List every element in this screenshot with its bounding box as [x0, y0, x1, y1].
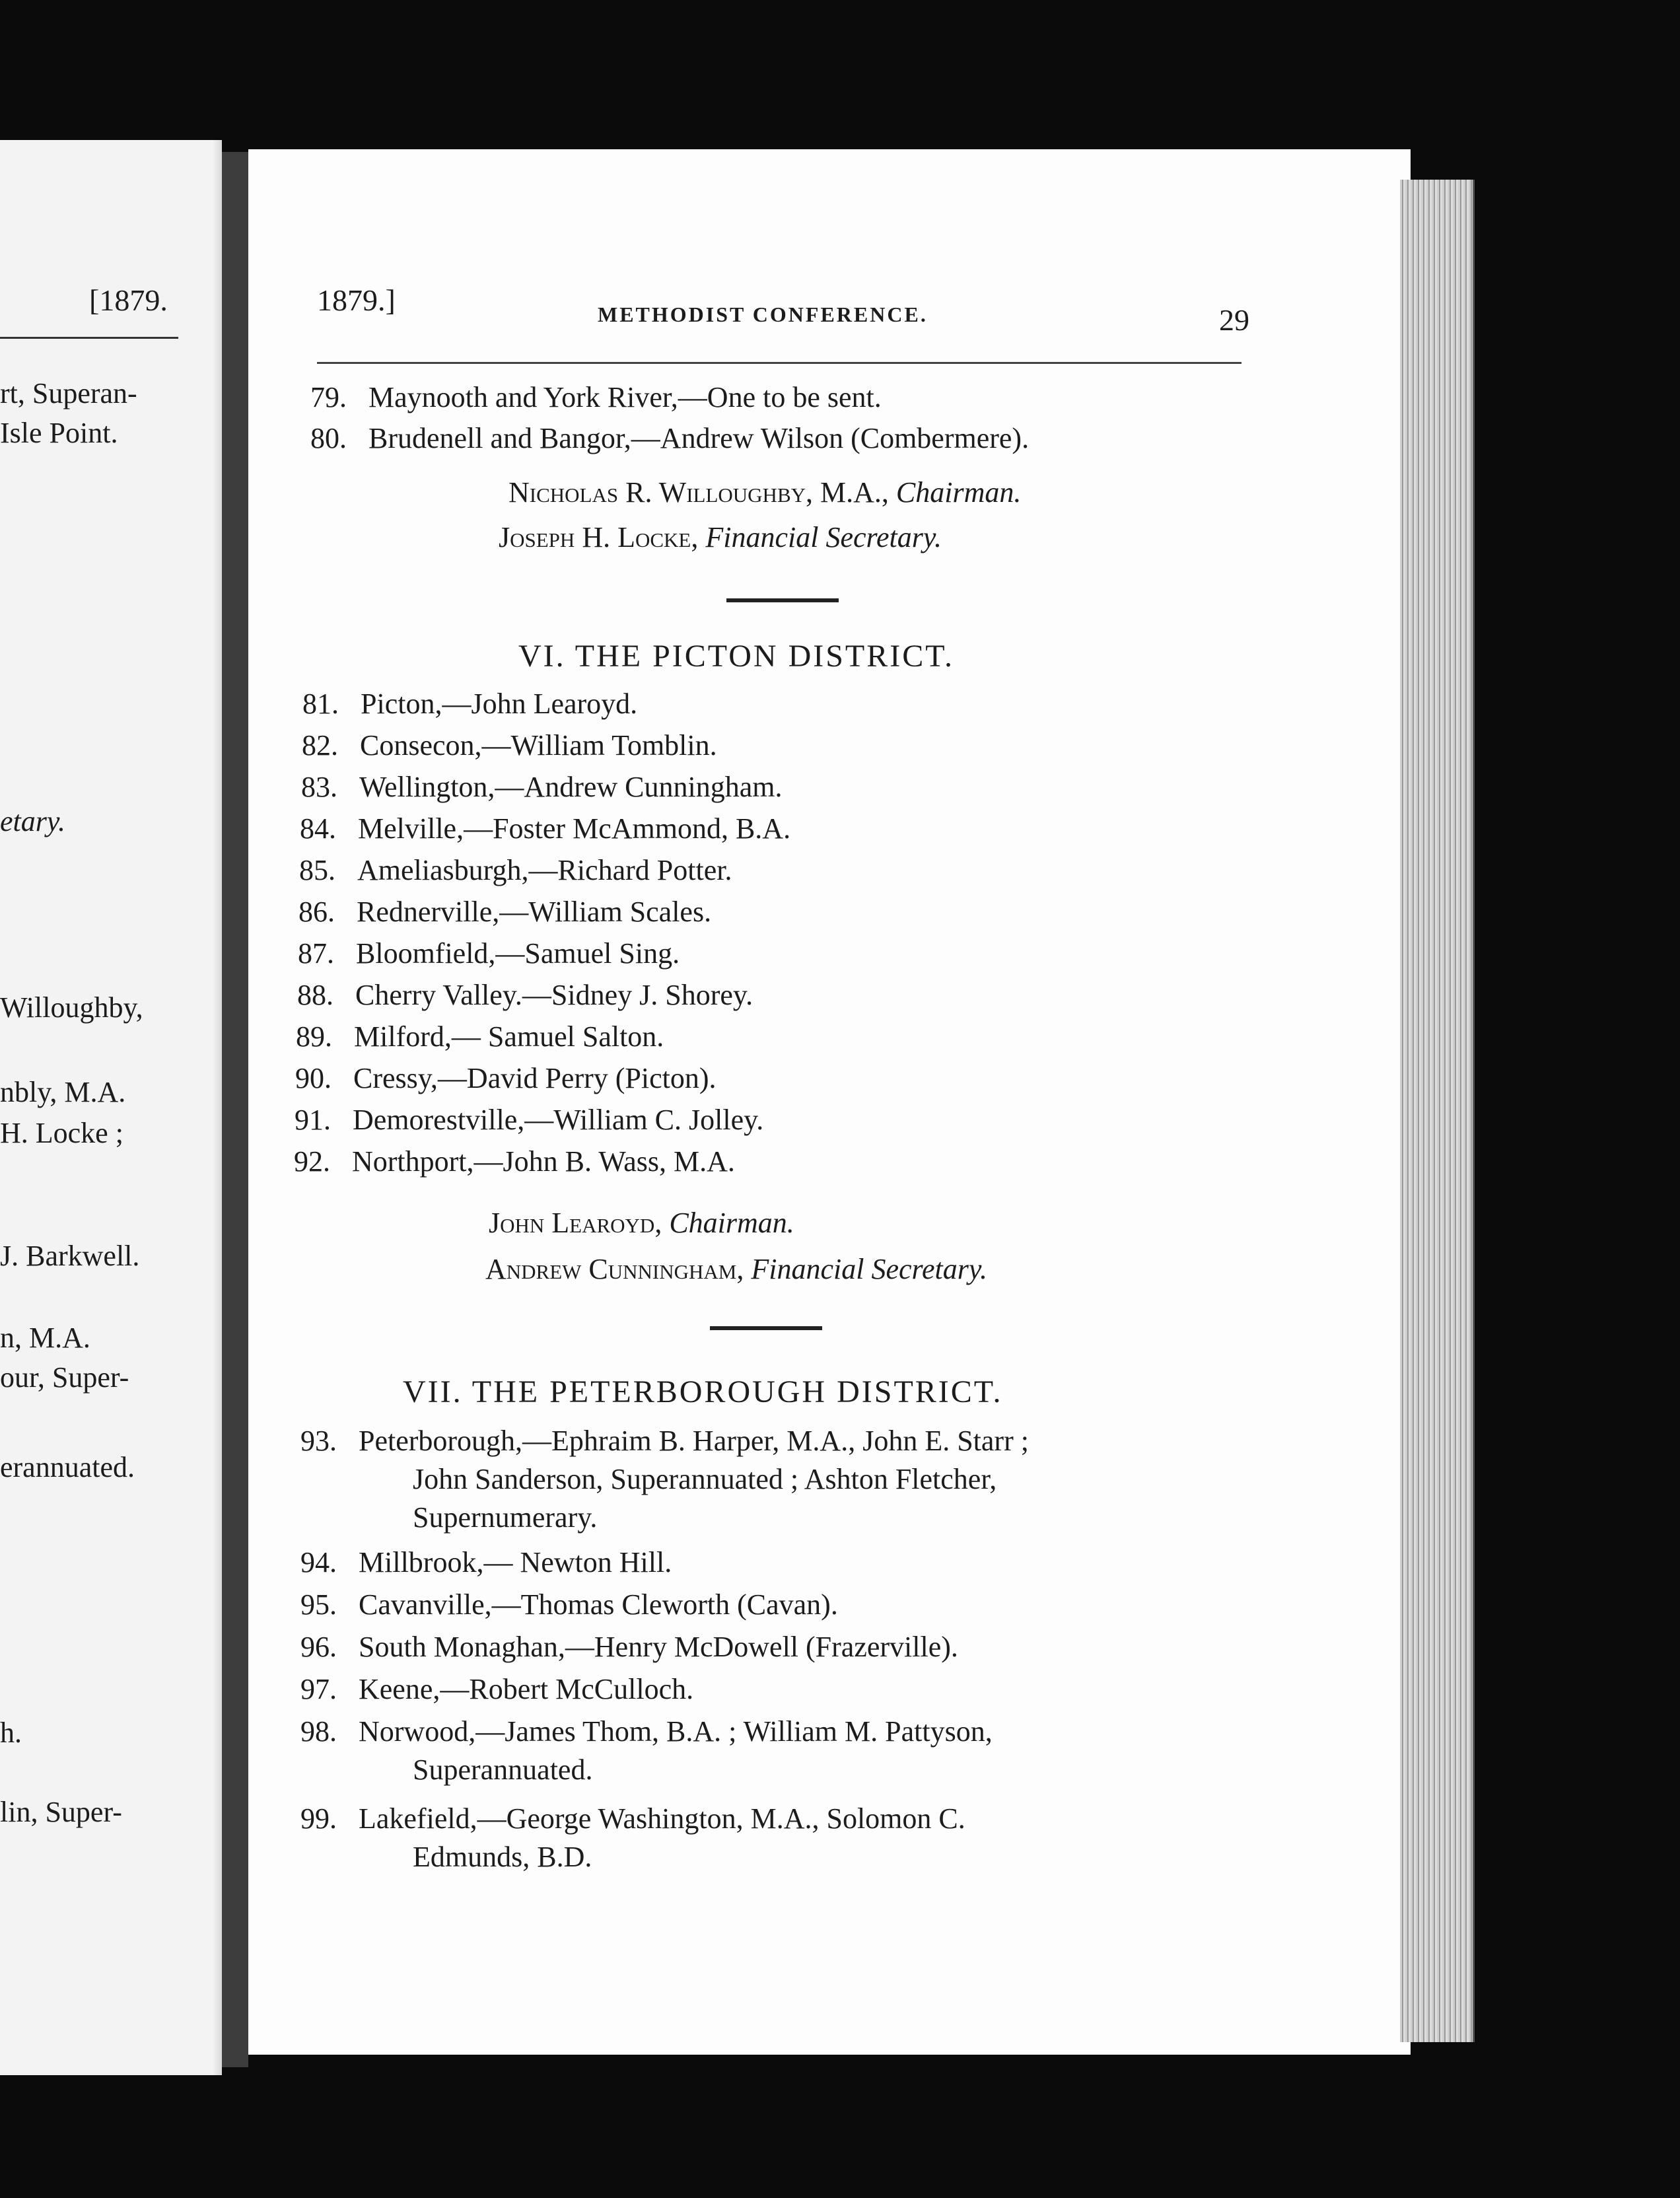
left-page-line: our, Super-	[0, 1361, 129, 1394]
left-page-year: [1879.	[89, 283, 168, 317]
entry-number: 96.	[300, 1631, 337, 1663]
entry-text: Northport,—John B. Wass, M.A.	[352, 1145, 735, 1178]
entry-number: 81.	[302, 688, 339, 720]
entry-text: Peterborough,—Ephraim B. Harper, M.A., John E. Starr ;	[359, 1425, 1029, 1457]
entry-text: Consecon,—William Tomblin.	[360, 729, 717, 762]
entry-text: Melville,—Foster McAmmond, B.A.	[358, 812, 791, 845]
entry-number: 97.	[300, 1673, 337, 1705]
entry-number: 98.	[300, 1715, 337, 1748]
entry-text: Bloomfield,—Samuel Sing.	[356, 937, 680, 970]
entry-continuation: John Sanderson, Superannuated ; Ashton Fletcher,	[413, 1463, 997, 1495]
signature-name: Andrew Cunningham,	[485, 1253, 744, 1285]
section-separator	[726, 598, 839, 602]
entry-text: Norwood,—James Thom, B.A. ; William M. Pattyson,	[359, 1715, 993, 1748]
signature-financial-secretary	[499, 520, 942, 554]
entry-text: Lakefield,—George Washington, M.A., Solomon C.	[359, 1802, 965, 1835]
left-page-line: H. Locke ;	[0, 1117, 123, 1149]
section-separator	[710, 1326, 822, 1330]
left-page-line: nbly, M.A.	[0, 1076, 126, 1108]
entry-text: Picton,—John Learoyd.	[361, 688, 638, 720]
entry-text: Cherry Valley.—Sidney J. Shorey.	[355, 979, 753, 1011]
entry-number: 92.	[294, 1145, 330, 1178]
entry-continuation: Edmunds, B.D.	[413, 1841, 592, 1873]
entry-text: Wellington,—Andrew Cunningham.	[359, 771, 783, 803]
page-edges	[1400, 180, 1475, 2042]
left-page-line: Willoughby,	[0, 991, 143, 1024]
left-page-line: lin, Super-	[0, 1796, 122, 1828]
signature-chairman	[508, 476, 1021, 509]
entry-number: 82.	[302, 729, 338, 762]
page-number: 29	[1219, 303, 1249, 337]
entry-text: Cressy,—David Perry (Picton).	[353, 1062, 717, 1094]
entry-number: 83.	[301, 771, 337, 803]
left-page-line: n, M.A.	[0, 1322, 90, 1354]
entry-text: Brudenell and Bangor,—Andrew Wilson (Combermere).	[368, 422, 1030, 454]
entry-number: 89.	[296, 1020, 332, 1053]
running-title: METHODIST CONFERENCE.	[598, 302, 928, 326]
book-gutter	[222, 152, 248, 2067]
entry-text: South Monaghan,—Henry McDowell (Frazerville).	[359, 1631, 958, 1663]
entry-number: 93.	[300, 1425, 337, 1457]
entry-number: 99.	[300, 1802, 337, 1835]
entry-number: 94.	[300, 1546, 337, 1578]
entry-number: 79.	[310, 381, 347, 413]
entry-continuation: Superannuated.	[413, 1754, 593, 1786]
left-page-header-rule	[0, 337, 178, 339]
entry-text: Keene,—Robert McCulloch.	[359, 1673, 694, 1705]
entry-number: 90.	[295, 1062, 332, 1094]
signature-name: Nicholas R. Willoughby, M.A.,	[508, 476, 889, 509]
left-page-line: erannuated.	[0, 1451, 135, 1483]
signature-role: Financial Secretary.	[751, 1253, 987, 1285]
entry-number: 80.	[310, 422, 347, 454]
entry-number: 91.	[295, 1104, 331, 1136]
entry-text: Ameliasburgh,—Richard Potter.	[357, 854, 732, 886]
left-page-line: J. Barkwell.	[0, 1240, 140, 1272]
signature-role: Chairman.	[669, 1207, 794, 1239]
left-page-line: rt, Superan-	[0, 377, 137, 409]
entry-number: 88.	[297, 979, 333, 1011]
entry-number: 85.	[299, 854, 335, 886]
page-year: 1879.]	[317, 283, 396, 317]
entry-text: Milford,— Samuel Salton.	[354, 1020, 664, 1053]
entry-number: 86.	[298, 896, 335, 928]
left-page-line: etary.	[0, 805, 65, 837]
signature-financial-secretary	[485, 1252, 987, 1286]
signature-chairman	[489, 1206, 794, 1240]
header-rule	[317, 362, 1242, 364]
signature-name: Joseph H. Locke,	[499, 521, 699, 553]
signature-role: Financial Secretary.	[705, 521, 942, 553]
section-heading-vi: VI. THE PICTON DISTRICT.	[518, 639, 954, 674]
entry-continuation: Supernumerary.	[413, 1501, 598, 1534]
entry-text: Maynooth and York River,—One to be sent.	[368, 381, 882, 413]
left-page-line: h.	[0, 1717, 22, 1749]
entry-number: 87.	[298, 937, 334, 970]
signature-name: John Learoyd,	[489, 1207, 662, 1239]
entry-text: Demorestville,—William C. Jolley.	[353, 1104, 764, 1136]
left-page-line: Isle Point.	[0, 417, 118, 449]
entry-text: Rednerville,—William Scales.	[357, 896, 712, 928]
entry-number: 84.	[300, 812, 336, 845]
entry-text: Cavanville,—Thomas Cleworth (Cavan).	[359, 1588, 838, 1621]
section-heading-vii: VII. THE PETERBOROUGH DISTRICT.	[403, 1374, 1003, 1409]
entry-text: Millbrook,— Newton Hill.	[359, 1546, 672, 1578]
signature-role: Chairman.	[895, 476, 1022, 509]
entry-number: 95.	[300, 1588, 337, 1621]
